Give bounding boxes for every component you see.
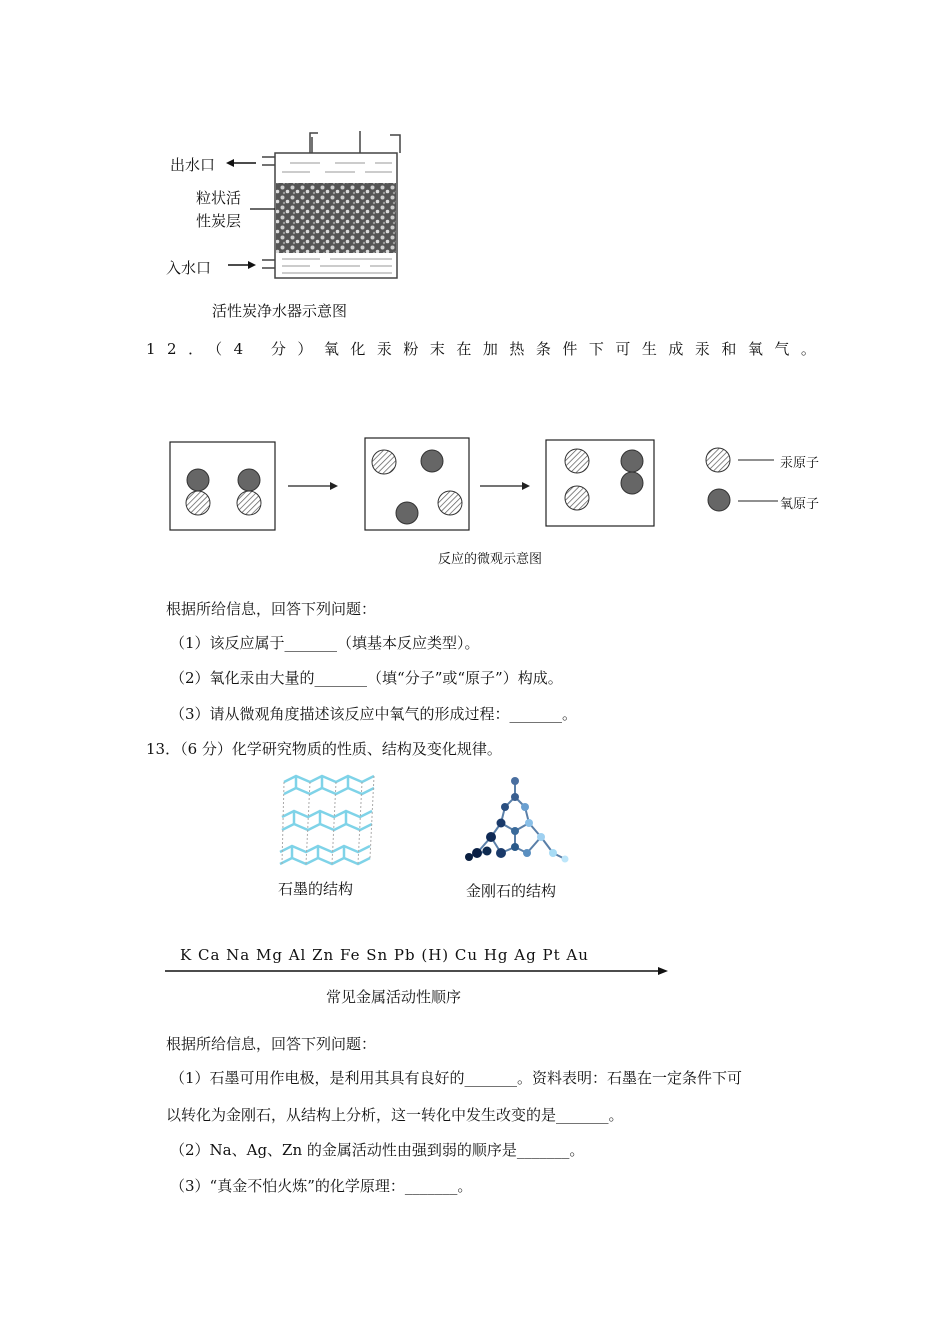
o-atom: [421, 450, 443, 472]
series-caption: 常见金属活动性顺序: [326, 988, 462, 1006]
hg-atom: [565, 486, 589, 510]
hg-atom: [237, 491, 261, 515]
outlet-pipe: [262, 157, 275, 165]
o-atom: [187, 469, 209, 491]
legend-hg-label: 汞原子: [780, 456, 820, 471]
q12-prompt: 根据所给信息，回答下列问题：: [166, 600, 377, 618]
purifier-caption: 活性炭净水器示意图: [212, 302, 348, 320]
hg-atom: [438, 491, 462, 515]
q13-sub3: （3）“真金不怕火炼”的化学原理：_______。: [170, 1177, 473, 1195]
legend-o-label: 氧原子: [780, 497, 820, 512]
hg-atom: [372, 450, 396, 474]
hg-atom: [565, 449, 589, 473]
inlet-pipe: [262, 260, 275, 268]
top-pipe-left: [310, 133, 318, 153]
q12-header: 12．（4 分）氧化汞粉末在加热条件下可生成汞和氧气。: [146, 340, 828, 358]
top-pipe-right: [360, 131, 400, 153]
q13-header: 13．（6 分）化学研究物质的性质、结构及变化规律。: [146, 740, 502, 758]
inlet-label: 入水口: [166, 259, 212, 277]
reaction-diagram: [160, 430, 840, 540]
o-atom: [621, 472, 643, 494]
diamond-structure: [465, 775, 575, 867]
q13-sub1-line2: 以转化为金刚石，从结构上分析，这一转化中发生改变的是_______。: [166, 1106, 624, 1124]
carbon-layer: [276, 183, 396, 253]
q13-sub1-line1: （1）石墨可用作电极，是利用其具有良好的_______。资料表明：石墨在一定条件下可: [170, 1069, 743, 1087]
legend-hg-symbol: [706, 448, 730, 472]
series-arrow: [165, 964, 670, 978]
o-atom: [238, 469, 260, 491]
q13-sub2: （2）Na、Ag、Zn 的金属活动性由强到弱的顺序是_______。: [170, 1141, 585, 1159]
carbon-layer-label-2: 性炭层: [196, 212, 242, 230]
graphite-caption: 石墨的结构: [278, 880, 354, 898]
box-reactant: [170, 442, 275, 530]
o-atom: [621, 450, 643, 472]
q12-sub2: （2）氧化汞由大量的_______（填“分子”或“原子”）构成。: [170, 669, 563, 687]
outlet-label: 出水口: [170, 156, 216, 174]
carbon-layer-label-1: 粒状活: [196, 189, 242, 207]
o-atom: [396, 502, 418, 524]
q13-prompt: 根据所给信息，回答下列问题：: [166, 1035, 377, 1053]
metal-activity-series: K Ca Na Mg Al Zn Fe Sn Pb (H) Cu Hg Ag Pt Au: [180, 946, 589, 964]
q12-sub3: （3）请从微观角度描述该反应中氧气的形成过程：_______。: [170, 705, 578, 723]
q12-sub1: （1）该反应属于_______（填基本反应类型）。: [170, 634, 480, 652]
reaction-diagram-caption: 反应的微观示意图: [438, 552, 543, 567]
graphite-structure: [276, 772, 381, 867]
hg-atom: [186, 491, 210, 515]
legend-o-symbol: [708, 489, 730, 511]
diamond-caption: 金刚石的结构: [466, 882, 557, 900]
